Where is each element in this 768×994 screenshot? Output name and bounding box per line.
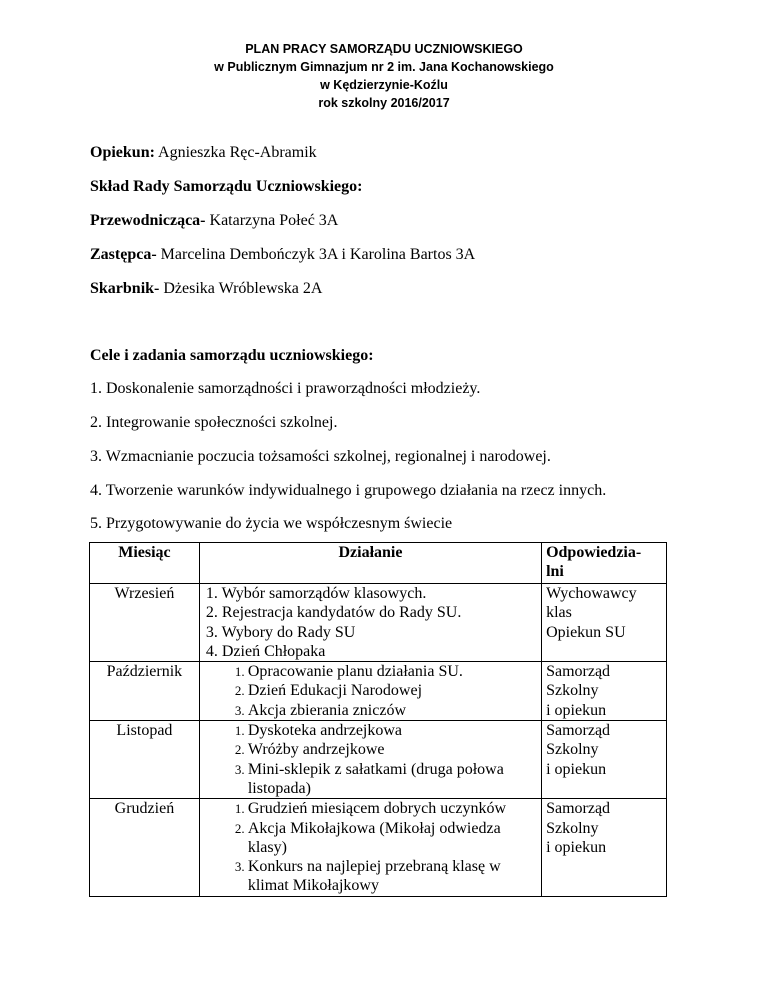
action-item: 1. Wybór samorządów klasowych.	[205, 585, 427, 602]
skarbnik-value: Dżesika Wróblewska 2A	[159, 280, 323, 297]
goal-item: 2. Integrowanie społeczności szkolnej.	[90, 414, 338, 431]
action-item: 1. Dyskoteka andrzejkowa	[248, 721, 541, 740]
zastepca-value: Marcelina Dembończyk 3A i Karolina Bartos 3A	[156, 246, 476, 263]
header-responsible: Odpowiedzia- lni	[542, 543, 667, 584]
skarbnik-line	[90, 279, 322, 299]
action-item: 1. Grudzień miesiącem dobrych uczynków	[248, 799, 541, 818]
goal-item: 4. Tworzenie warunków indywidualnego i grupowego działania na rzecz innych.	[90, 482, 607, 499]
action-item: 3. Mini-sklepik z sałatkami (druga połowa listopada)	[248, 760, 541, 799]
month-cell: Listopad	[90, 721, 200, 799]
actions-cell	[199, 584, 541, 662]
table-header-row	[90, 543, 667, 584]
responsible-cell: Samorząd Szkolny i opiekun	[542, 662, 667, 721]
opiekun-line	[90, 143, 317, 163]
month-cell: Grudzień	[90, 799, 200, 896]
sklad-heading: Skład Rady Samorządu Uczniowskiego:	[90, 178, 363, 195]
header-school: w Publicznym Gimnazjum nr 2 im. Jana Kochanowskiego	[214, 60, 554, 74]
zastepca-line	[90, 245, 475, 265]
goal-item: 1. Doskonalenie samorządności i praworządności młodzieży.	[90, 380, 481, 397]
action-item: 2. Rejestracja kandydatów do Rady SU.	[205, 604, 462, 622]
header-year: rok szkolny 2016/2017	[318, 96, 450, 110]
actions-cell	[199, 721, 541, 799]
header-month: Miesiąc	[90, 543, 200, 584]
goal-item: 3. Wzmacnianie poczucia tożsamości szkolnej, regionalnej i narodowej.	[90, 448, 551, 465]
header-action: Działanie	[199, 543, 541, 584]
table-row	[90, 662, 667, 721]
action-item: 2. Akcja Mikołajkowa (Mikołaj odwiedza klasy)	[248, 819, 541, 858]
przewodniczaca-label: Przewodnicząca-	[90, 212, 206, 229]
opiekun-label: Opiekun:	[90, 144, 155, 161]
actions-cell	[199, 799, 541, 896]
responsible-cell: Wychowawcy klas Opiekun SU	[542, 584, 667, 662]
action-item: 3. Akcja zbierania zniczów	[248, 701, 541, 720]
goals-heading: Cele i zadania samorządu uczniowskiego:	[90, 347, 374, 364]
zastepca-label: Zastępca-	[90, 246, 157, 263]
table-row	[90, 584, 667, 662]
przewodniczaca-value: Katarzyna Połeć 3A	[205, 212, 339, 229]
table-row	[90, 721, 667, 799]
header-title: PLAN PRACY SAMORZĄDU UCZNIOWSKIEGO	[245, 42, 523, 56]
action-item: 2. Dzień Edukacji Narodowej	[248, 681, 541, 700]
action-item: 1. Opracowanie planu działania SU.	[248, 662, 541, 681]
action-item: 2. Wróżby andrzejkowe	[248, 740, 541, 759]
header-city: w Kędzierzynie-Koźlu	[320, 78, 448, 92]
plan-table	[89, 542, 667, 897]
actions-cell	[199, 662, 541, 721]
action-item: 3. Konkurs na najlepiej przebraną klasę w klimat Mikołajkowy	[248, 857, 541, 896]
skarbnik-label: Skarbnik-	[90, 280, 160, 297]
responsible-cell: Samorząd Szkolny i opiekun	[542, 799, 667, 896]
action-item: 4. Dzień Chłopaka	[205, 642, 326, 660]
responsible-cell: Samorząd Szkolny i opiekun	[542, 721, 667, 799]
goal-item: 5. Przygotowywanie do życia we współczesnym świecie	[90, 515, 453, 532]
action-item: 3. Wybory do Rady SU	[205, 623, 356, 641]
month-cell: Październik	[90, 662, 200, 721]
opiekun-value: Agnieszka Ręc-Abramik	[154, 144, 317, 161]
document-header	[0, 40, 768, 112]
przewodniczaca-line	[90, 211, 338, 231]
table-row	[90, 799, 667, 896]
month-cell: Wrzesień	[90, 584, 200, 662]
